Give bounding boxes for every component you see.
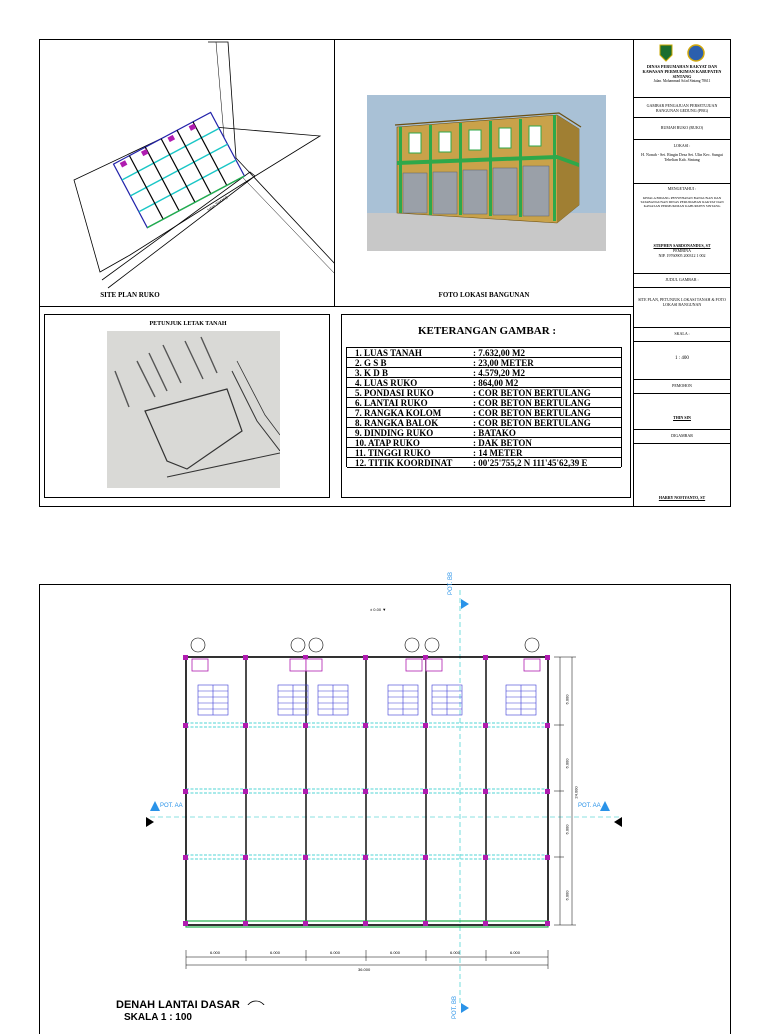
- dim-right: 6.000: [564, 758, 570, 769]
- tb-mengetahui: [634, 184, 730, 274]
- photo-panel: [335, 40, 633, 307]
- lokasi-label: LOKASI :: [673, 143, 691, 148]
- plan-title: DENAH LANTAI DASAR: [116, 999, 240, 1011]
- photo-label: FOTO LOKASI BANGUNAN: [438, 291, 530, 299]
- site-plan-label: SITE PLAN RUKO: [100, 291, 160, 299]
- official-nip: NIP. 19760905 200312 1 002: [658, 252, 706, 258]
- tb-drafter: HARRY NOFIYANTO, ST: [658, 495, 706, 500]
- tb-pemohon-label: PEMOHON: [634, 380, 730, 394]
- keterangan-table: [346, 347, 622, 467]
- pot-aa-right-label: POT. AA: [578, 803, 601, 809]
- agency-address: Jalan. Mohammad Sa'ad Sintang 78611: [653, 79, 711, 84]
- dim-bay: 6.000: [510, 950, 521, 955]
- official-rank: PEMBINA: [672, 247, 691, 253]
- ket-row: 2. G S B : 23,00 METER: [347, 358, 621, 368]
- tb-pemohon: THIN SIN: [634, 394, 730, 430]
- floor-plan: [40, 585, 732, 1005]
- ket-row: 12. TITIK KOORDINAT : 00'25'755,2 N 111'45'62,39 E: [347, 458, 621, 468]
- tb-skala-label: SKALA :: [634, 328, 730, 342]
- ket-row: 7. RANGKA KOLOM : COR BETON BERTULANG: [347, 408, 621, 418]
- level-mark: ± 0.00 ▼: [370, 607, 387, 612]
- tb-app-title: GAMBAR PENGAJUAN PERSETUJUAN BANGUNAN GEDUNG (PBG): [634, 98, 730, 118]
- building-photo: [367, 95, 606, 251]
- tb-digambar-label: DIGAMBAR: [634, 430, 730, 444]
- dim-bay: 6.000: [270, 950, 281, 955]
- dim-right: 6.000: [564, 824, 570, 835]
- ket-row: 5. PONDASI RUKO : COR BETON BERTULANG: [347, 388, 621, 398]
- site-plan-road-label: Jalan Sintang: [205, 194, 229, 213]
- mengetahui-value: KEPALA BIDANG PENYEHATAN BANGUNAN DAN TATABANGUNAN DINAS PERUMAHAN RAKYAT DAN KAWASAN PERMUKIMAN KABUPATEN SINTANG: [640, 195, 724, 208]
- ket-row: 4. LUAS RUKO : 864,00 M2: [347, 378, 621, 388]
- tb-judul-label: JUDUL GAMBAR :: [634, 274, 730, 288]
- dim-bay: 6.000: [330, 950, 341, 955]
- tb-lokasi: [634, 140, 730, 184]
- lokasi-value: H. Nonah - Sei. Ringin Desa Sei. Ulin Kec. Sungai Tebelian Kab. Sintang: [641, 151, 723, 162]
- ket-row: 6. LANTAI RUKO : COR BETON BERTULANG: [347, 398, 621, 408]
- dim-right: 6.000: [564, 694, 570, 705]
- tb-project: RUMAH RUKO (RUKO): [634, 118, 730, 140]
- petunjuk-title: PETUNJUK LETAK TANAH: [149, 321, 227, 327]
- ket-row: 10. ATAP RUKO : DAK BETON: [347, 438, 621, 448]
- pot-bb-bottom-label: POT. BB: [452, 995, 458, 1019]
- keterangan-panel: [341, 314, 631, 498]
- title-block: [633, 40, 730, 506]
- dim-bay: 6.000: [390, 950, 401, 955]
- ket-row: 8. RANGKA BALOK : COR BETON BERTULANG: [347, 418, 621, 428]
- ket-row: 1. LUAS TANAH : 7.632,00 M2: [347, 348, 621, 358]
- official-name: STEPHEN SABDONANDUS, ST: [653, 243, 711, 249]
- keterangan-title: KETERANGAN GAMBAR :: [417, 325, 557, 337]
- tb-agency: [634, 40, 730, 98]
- ket-row: 11. TINGGI RUKO : 14 METER: [347, 448, 621, 458]
- tb-judul: SITE PLAN, PETUNJUK LOKASI TANAH & FOTO LOKASI BANGUNAN: [634, 288, 730, 328]
- dim-bay: 6.000: [450, 950, 461, 955]
- logo-emblem: [652, 43, 712, 63]
- ket-row: 9. DINDING RUKO : BATAKO: [347, 428, 621, 438]
- dim-right-total: 24.000: [573, 786, 579, 799]
- site-plan-drawing: [40, 40, 335, 295]
- dim-total: 36.000: [358, 967, 371, 972]
- dim-bay: 6.000: [210, 950, 221, 955]
- sheet-2: [39, 571, 731, 1034]
- pot-aa-left-label: POT. AA: [160, 803, 183, 809]
- agency-name: DINAS PERUMAHAN RAKYAT DAN KAWASAN PERMUKIMAN KABUPATEN SINTANG: [642, 64, 722, 80]
- pot-bb-top-label: POT. BB: [448, 571, 454, 595]
- mengetahui-label: MENGETAHUI :: [667, 186, 697, 191]
- petunjuk-panel: [44, 314, 330, 498]
- tb-skala: 1 : 400: [634, 342, 730, 380]
- petunjuk-sketch: [107, 331, 280, 488]
- dim-right: 6.000: [564, 890, 570, 901]
- plan-scale: SKALA 1 : 100: [124, 1012, 192, 1023]
- sheet-1: [39, 39, 731, 507]
- ket-row: 3. K D B : 4.579,20 M2: [347, 368, 621, 378]
- site-plan-panel: [40, 40, 335, 307]
